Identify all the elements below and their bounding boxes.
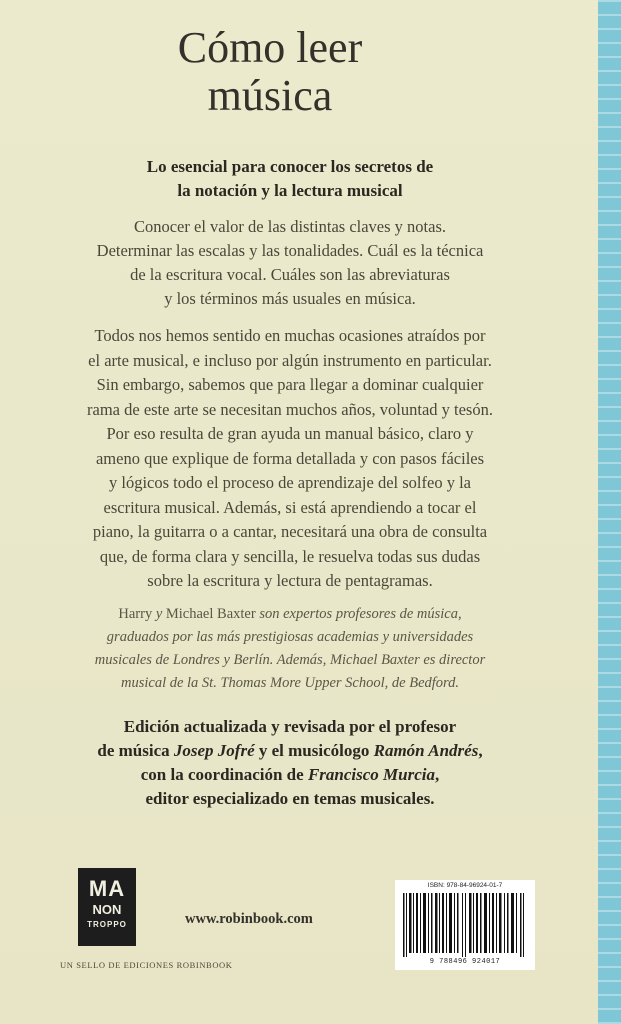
subtitle-line-1: Lo esencial para conocer los secretos de [146, 157, 434, 176]
coordinator-name-murcia: Francisco Murcia [307, 765, 435, 784]
body-line: Sin embargo, sabemos que para llegar a dominar cualquier [96, 375, 484, 394]
book-title-line-2: música [207, 71, 333, 120]
edition-text: y el musicólogo [254, 741, 374, 760]
intro-line: Conocer el valor de las distintas claves y notas. [133, 217, 447, 236]
author-name-michael: Michael Baxter [165, 606, 256, 622]
book-title [0, 24, 540, 120]
authors-line-3: musicales de Londres y Berlín. Además, Michael Baxter es director [94, 652, 486, 668]
body-line: sobre la escritura y lectura de pentagramas. [147, 571, 433, 590]
isbn-label: ISBN: 978-84-96924-01-7 [427, 882, 503, 889]
subtitle-line-2: la notación y la lectura musical [177, 181, 403, 200]
barcode [395, 880, 535, 970]
edition-text: , [478, 741, 483, 760]
body-line: Por eso resulta de gran ayuda un manual básico, claro y [106, 424, 474, 443]
body-line: piano, la guitarra o a cantar, necesitará una obra de consulta [92, 522, 488, 541]
edition-note [0, 715, 580, 811]
edition-line-4: editor especializado en temas musicales. [145, 789, 435, 808]
body-line: rama de este arte se necesitan muchos años, voluntad y tesón. [87, 399, 493, 419]
edition-text: con la coordinación de [140, 765, 308, 784]
logo-troppo: TROPPO [87, 920, 127, 929]
intro-line: de la escritura vocal. Cuáles son las abreviaturas [130, 265, 450, 284]
intro-paragraph [0, 215, 580, 311]
editor-name-andres: Ramón Andrés [373, 741, 479, 760]
intro-line: Determinar las escalas y las tonalidades. Cuál es la técnica [96, 241, 484, 260]
logo-non: NON [92, 902, 122, 917]
logo-ma: MA [88, 876, 126, 901]
publisher-url[interactable]: www.robinbook.com [185, 911, 313, 927]
body-line: Todos nos hemos sentido en muchas ocasiones atraídos por [94, 326, 486, 345]
body-line: el arte musical, e incluso por algún instrumento en particular. [88, 350, 492, 370]
authors-line-1-rest: son expertos profesores de música, [255, 606, 462, 622]
edition-line-3 [0, 763, 580, 787]
authors-and: y [152, 606, 166, 622]
authors-line-2: graduados por las más prestigiosas academias y universidades [106, 629, 474, 645]
authors-line-1 [0, 603, 580, 626]
spine-edge [598, 0, 621, 1024]
ma-non-troppo-logo [78, 868, 136, 946]
barcode-digits: 9 788496 924017 [429, 958, 501, 966]
publisher-imprint: UN SELLO DE EDICIONES ROBINBOOK [60, 960, 233, 970]
author-name-harry: Harry [118, 606, 153, 622]
editor-name-jofre: Josep Jofré [173, 741, 255, 760]
body-line: y lógicos todo el proceso de aprendizaje del solfeo y la [109, 473, 471, 492]
authors-bio [0, 603, 580, 695]
book-subtitle [0, 155, 580, 203]
body-line: ameno que explique de forma detallada y con pasos fáciles [95, 448, 485, 468]
book-title-line-1: Cómo leer [177, 23, 363, 72]
body-paragraph [0, 324, 580, 594]
edition-line-1: Edición actualizada y revisada por el profesor [123, 717, 457, 736]
body-line: escritura musical. Además, si está aprendiendo a tocar el [103, 497, 477, 517]
edition-text: de música [97, 741, 174, 760]
barcode-icon [401, 893, 529, 957]
authors-line-4: musical de la St. Thomas More Upper School, de Bedford. [120, 675, 460, 691]
edition-line-2 [0, 739, 580, 763]
body-line: que, de forma clara y sencilla, le resuelva todas sus dudas [99, 546, 481, 566]
edition-text: , [434, 765, 440, 784]
intro-line: y los términos más usuales en música. [164, 289, 416, 308]
